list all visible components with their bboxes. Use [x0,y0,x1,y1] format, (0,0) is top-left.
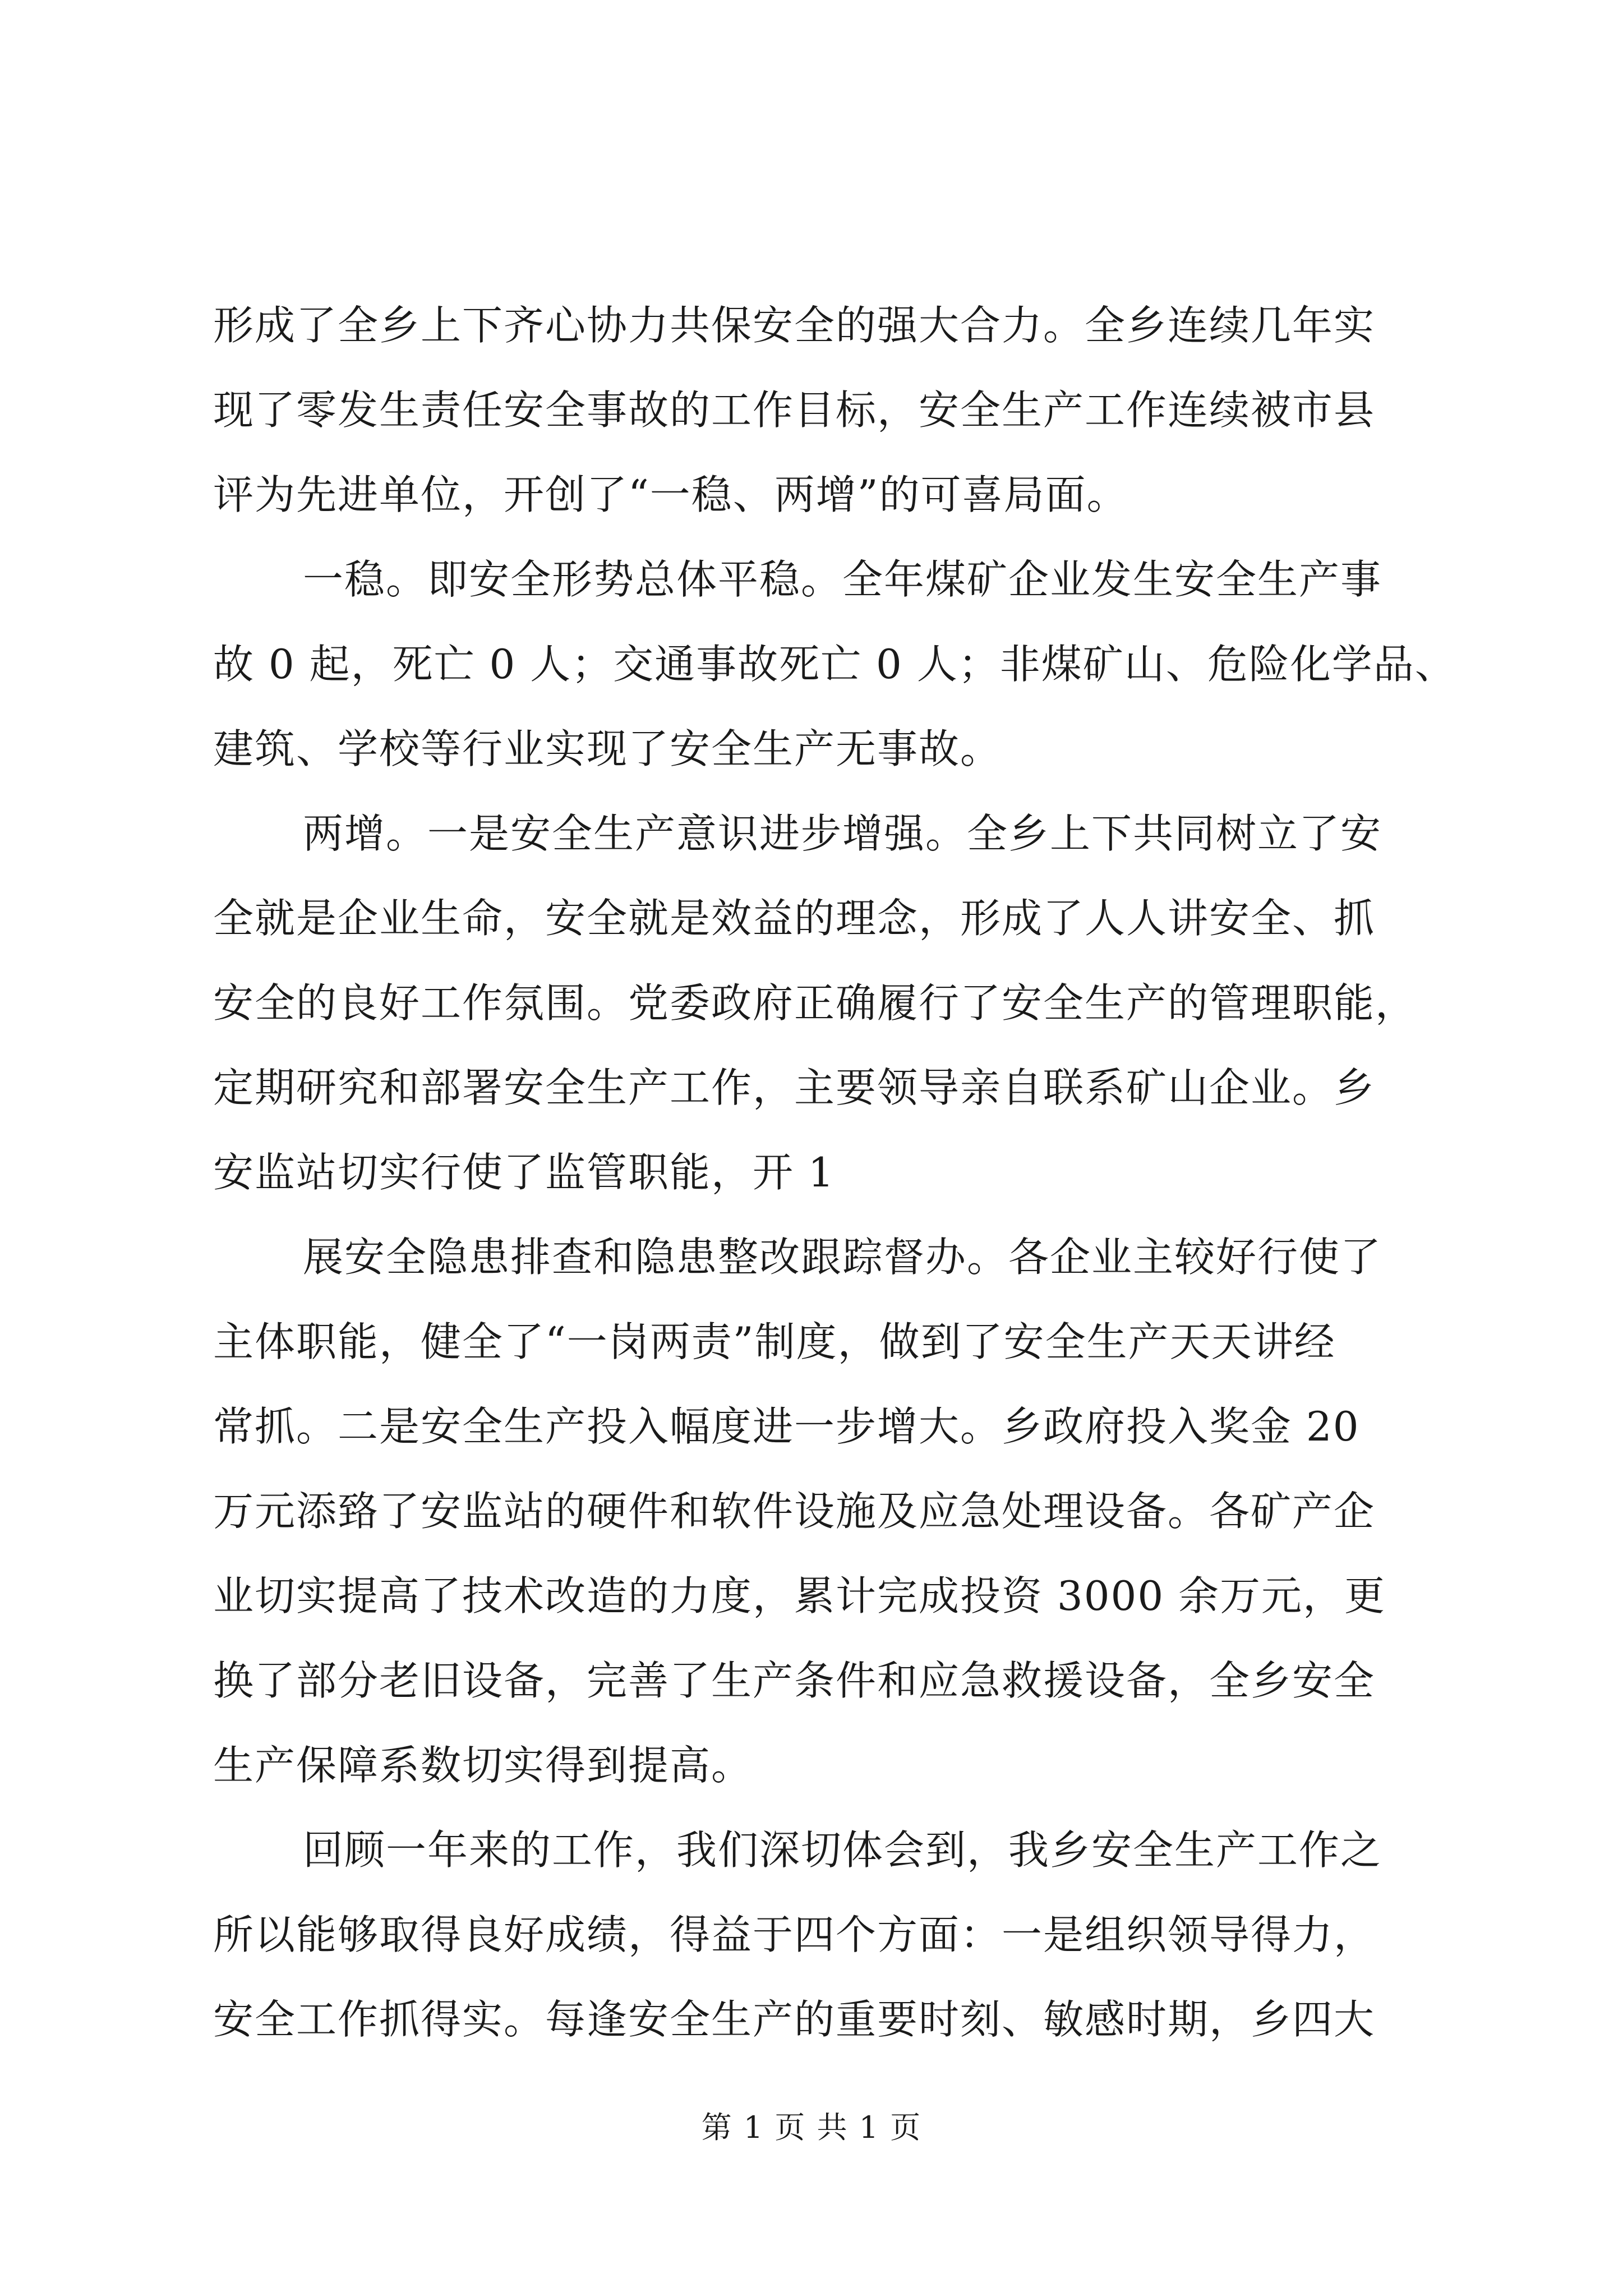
paragraph-first-line: 展安全隐患排查和隐患整改跟踪督办。各企业主较好行使了 [303,1234,1382,1281]
text-line: 换了部分老旧设备，完善了生产条件和应急救援设备，全乡安全 [213,1657,1376,1704]
text-line: 所以能够取得良好成绩，得益于四个方面：一是组织领导得力， [213,1911,1376,1958]
text-line: 评为先进单位，开创了“一稳、两增”的可喜局面。 [213,471,1128,518]
text-line: 生产保障系数切实得到提高。 [213,1742,753,1789]
text-line: 常抓。二是安全生产投入幅度进一步增大。乡政府投入奖金 20 [213,1403,1360,1450]
text-line: 安监站切实行使了监管职能，开 1 [213,1149,835,1196]
text-line: 主体职能，健全了“一岗两责”制度，做到了安全生产天天讲经 [213,1318,1336,1365]
paragraph-first-line: 回顾一年来的工作，我们深切体会到，我乡安全生产工作之 [303,1826,1382,1874]
text-line: 故 0 起，死亡 0 人；交通事故死亡 0 人；非煤矿山、危险化学品、 [213,641,1456,688]
text-line: 现了零发生责任安全事故的工作目标，安全生产工作连续被市县 [213,386,1376,434]
paragraph-first-line: 一稳。即安全形势总体平稳。全年煤矿企业发生安全生产事 [303,556,1382,603]
paragraph-first-line: 两增。一是安全生产意识进步增强。全乡上下共同树立了安 [303,810,1382,857]
text-line: 建筑、学校等行业实现了安全生产无事故。 [213,725,1002,772]
text-line: 安全工作抓得实。每逢安全生产的重要时刻、敏感时期，乡四大 [213,1996,1376,2043]
text-line: 业切实提高了技术改造的力度，累计完成投资 3000 余万元，更 [213,1572,1386,1619]
document-body [213,283,1456,2062]
text-line: 万元添臵了安监站的硬件和软件设施及应急处理设备。各矿产企 [213,1488,1376,1535]
text-line: 形成了全乡上下齐心协力共保安全的强大合力。全乡连续几年实 [213,302,1376,349]
text-line: 定期研究和部署安全生产工作，主要领导亲自联系矿山企业。乡 [213,1064,1376,1111]
text-line: 安全的良好工作氛围。党委政府正确履行了安全生产的管理职能， [213,979,1417,1027]
text-line: 全就是企业生命，安全就是效益的理念，形成了人人讲安全、抓 [213,895,1376,942]
page-number-footer: 第 1 页 共 1 页 [701,2110,922,2145]
